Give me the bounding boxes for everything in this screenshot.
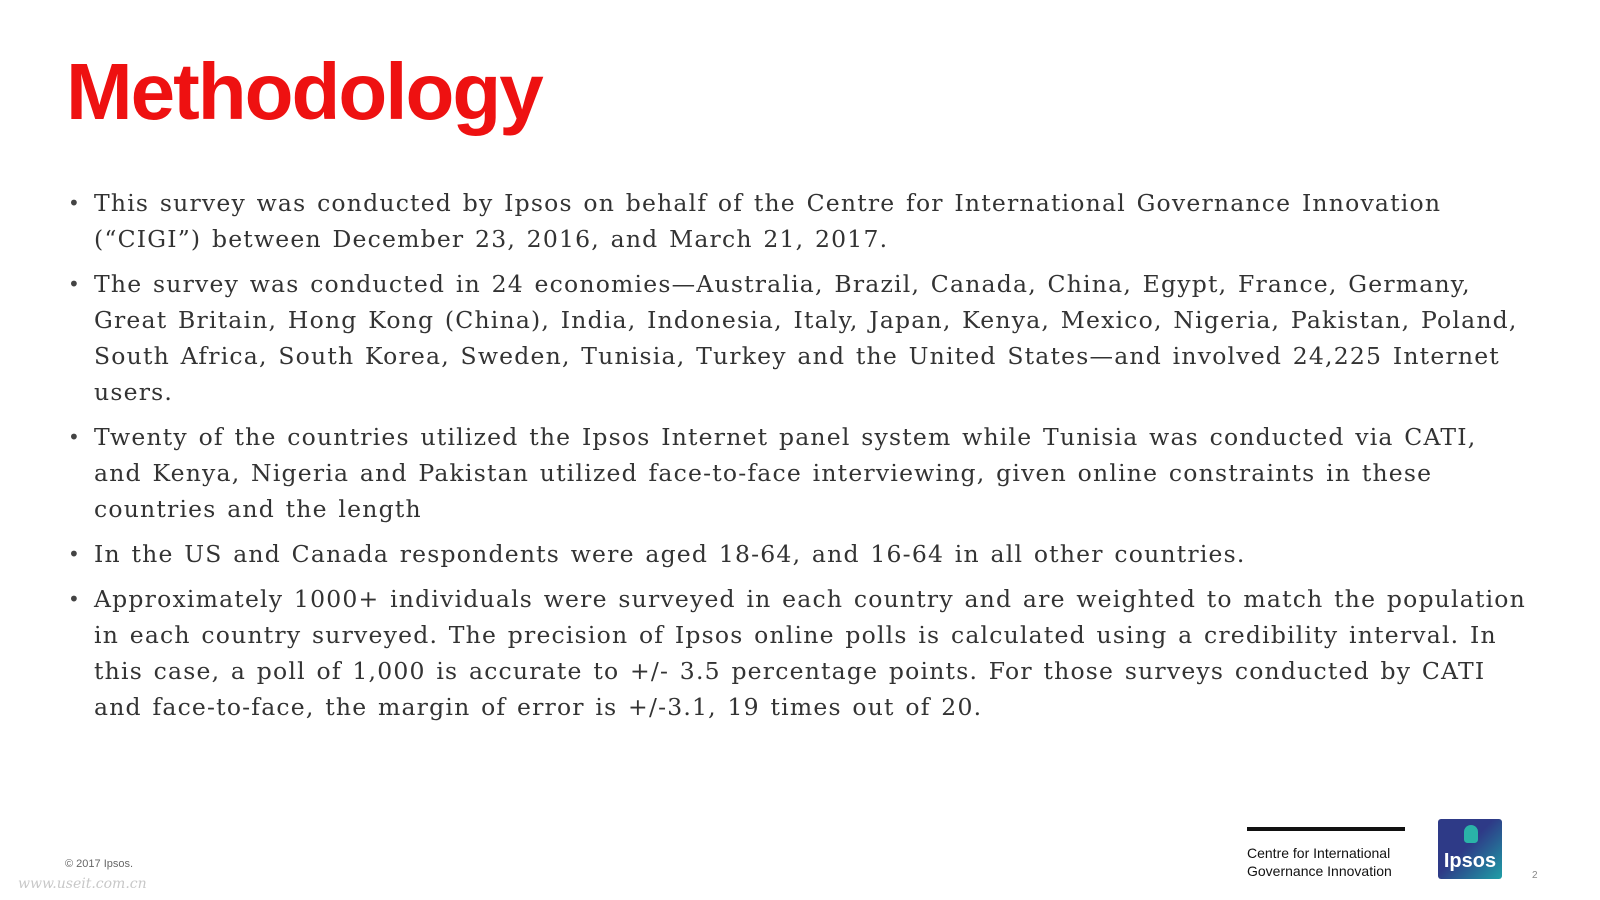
bullet-item bbox=[68, 266, 1528, 410]
page-number: 2 bbox=[1532, 870, 1538, 881]
ipsos-head-icon bbox=[1464, 825, 1478, 843]
bullet-item bbox=[68, 185, 1528, 257]
bullet-text: This survey was conducted by Ipsos on behalf of the Centre for International Governance Innovation (“CIGI”) between December 23, 2016, and March 21, 2017. bbox=[94, 189, 1442, 253]
cigi-logo bbox=[1247, 827, 1407, 880]
bullet-icon: • bbox=[68, 425, 81, 449]
bullet-text: Twenty of the countries utilized the Ipsos Internet panel system while Tunisia was conducted via CATI, and Kenya, Nigeria and Pakistan utilized face-to-face interviewing, given online constraints in these countries and the length bbox=[94, 423, 1477, 523]
bullet-text: In the US and Canada respondents were aged 18-64, and 16-64 in all other countries. bbox=[94, 540, 1246, 568]
page-title: Methodology bbox=[66, 47, 542, 136]
ipsos-logo-text: Ipsos bbox=[1443, 850, 1497, 872]
bullet-item bbox=[68, 419, 1528, 527]
cigi-logo-line2: Governance Innovation bbox=[1247, 863, 1392, 879]
copyright-notice: © 2017 Ipsos. bbox=[65, 858, 134, 870]
cigi-logo-bar bbox=[1247, 827, 1405, 831]
bullet-text: The survey was conducted in 24 economies—Australia, Brazil, Canada, China, Egypt, France, Germany, Great Britain, Hong Kong (China), India, Indonesia, Italy, Japan, Kenya, Mexico, Nigeria, Pakistan, Poland, South Africa, South Korea, Sweden, Tunisia, Turkey and the United States—and involved 24,225 Internet users. bbox=[94, 270, 1518, 406]
cigi-logo-line1: Centre for International bbox=[1247, 845, 1391, 861]
bullet-icon: • bbox=[68, 272, 81, 296]
bullet-list bbox=[68, 185, 1528, 734]
watermark: www.useit.com.cn bbox=[18, 876, 147, 892]
bullet-icon: • bbox=[68, 542, 81, 566]
bullet-icon: • bbox=[68, 191, 81, 215]
bullet-text: Approximately 1000+ individuals were surveyed in each country and are weighted to match the population in each country surveyed. The precision of Ipsos online polls is calculated using a credibility interval. In this case, a poll of 1,000 is accurate to +/- 3.5 percentage points. For those surveys conducted by CATI and face-to-face, the margin of error is +/-3.1, 19 times out of 20. bbox=[94, 585, 1526, 721]
bullet-item bbox=[68, 581, 1528, 725]
bullet-item bbox=[68, 536, 1528, 572]
bullet-icon: • bbox=[68, 587, 81, 611]
ipsos-logo bbox=[1438, 819, 1502, 879]
